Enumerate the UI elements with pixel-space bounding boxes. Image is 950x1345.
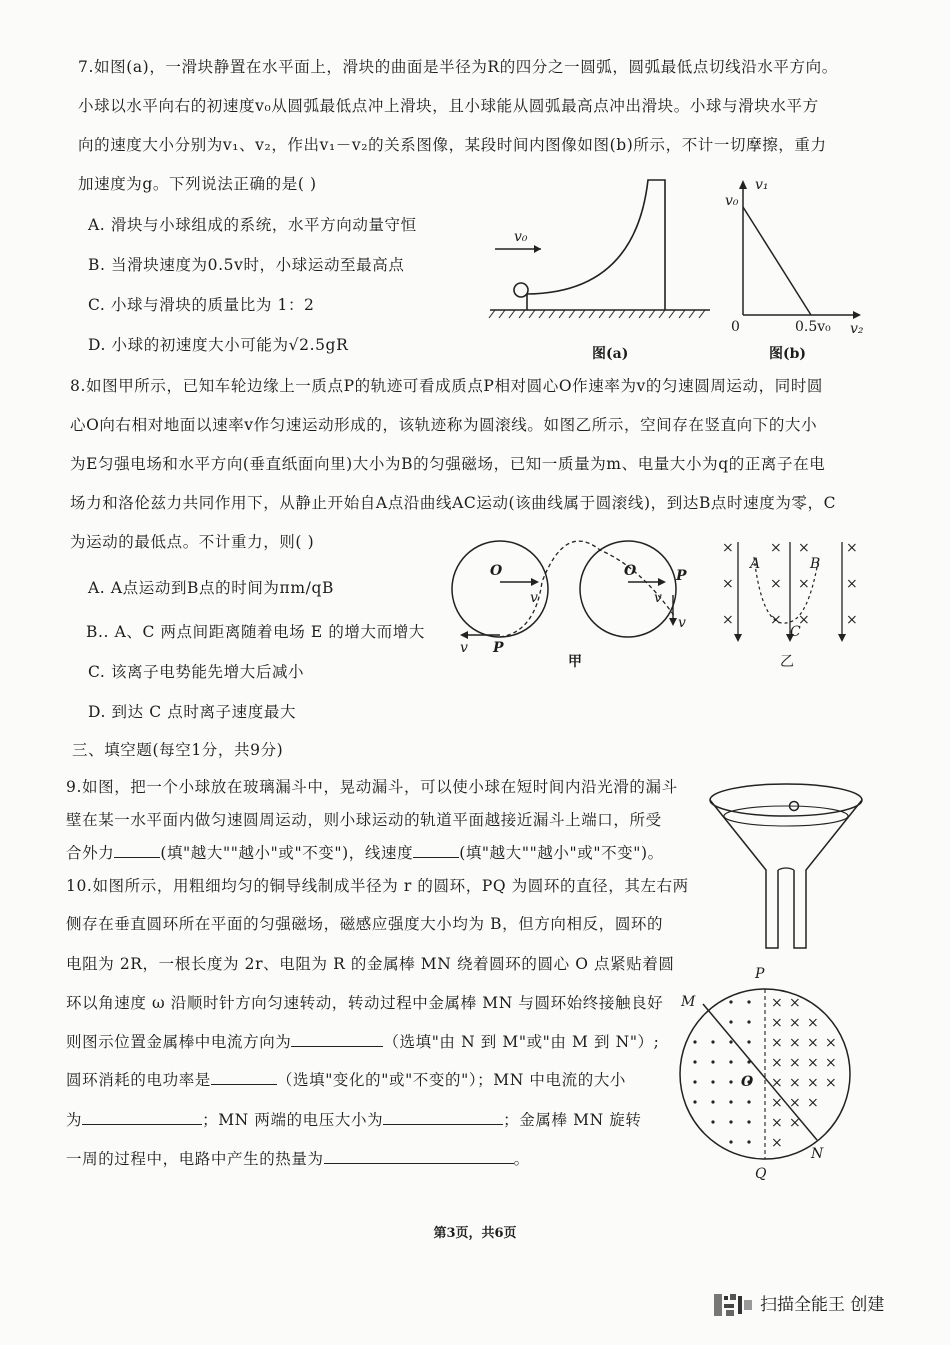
q7-option-c[interactable]: C. 小球与滑块的质量比为 1：2	[88, 296, 315, 314]
q10-line-5	[66, 1032, 659, 1052]
q10-line-7	[66, 1110, 641, 1130]
fig-a-v0-label: v₀	[514, 229, 528, 245]
q10-blank-4[interactable]	[383, 1110, 503, 1125]
q7-option-d[interactable]: D. 小球的初速度大小可能为√2.5gR	[88, 336, 349, 354]
svg-text:×: ×	[846, 576, 858, 592]
q10-line-2: 侧存在垂直圆环所在平面的匀强磁场，磁感应强度大小均为 B，但方向相反，圆环的	[66, 915, 664, 933]
svg-text:×: ×	[770, 612, 782, 628]
svg-text:×: ×	[771, 1115, 783, 1131]
fig-b-v2-label: v₂	[850, 321, 864, 337]
q7-line-3: 向的速度大小分别为v₁、v₂，作出v₁－v₂的关系图像，某段时间内图像如图(b)所示，不计一切摩擦，重力	[78, 136, 827, 154]
scanner-logo-icon	[712, 1292, 754, 1318]
q7-line-1: 7.如图(a)，一滑块静置在水平面上，滑块的曲面是半径为R的四分之一圆弧，圆弧最低点切线沿水平方向。	[78, 58, 838, 76]
svg-text:×: ×	[770, 540, 782, 556]
q10-text-8b: 。	[513, 1150, 530, 1168]
ball	[514, 283, 528, 297]
ring-p: P	[755, 966, 765, 982]
jia-p1: P	[493, 640, 504, 656]
q9-blank-1[interactable]	[114, 843, 160, 858]
svg-text:×: ×	[789, 1035, 801, 1051]
field-crosses	[771, 995, 837, 1151]
q10-line-6	[66, 1070, 626, 1090]
q10-line-4: 环以角速度 ω 沿顺时针方向匀速转动，转动过程中金属棒 MN 与圆环始终接触良好	[66, 994, 664, 1012]
q10-line-8	[66, 1149, 530, 1169]
svg-text:×: ×	[722, 540, 734, 556]
yi-c: C	[790, 624, 801, 640]
fig-b-half-v0: 0.5v₀	[795, 319, 831, 335]
fig-a-caption: 图(a)	[592, 346, 629, 362]
jia-v1b: v	[460, 640, 468, 656]
ring-q: Q	[755, 1166, 767, 1182]
svg-text:×: ×	[807, 1015, 819, 1031]
svg-text:×: ×	[825, 1055, 837, 1071]
ground-hatch	[489, 310, 705, 318]
svg-text:×: ×	[771, 1135, 783, 1151]
q8-option-b[interactable]: B.. A、C 两点间距离随着电场 E 的增大而增大	[86, 623, 425, 641]
q10-line-3: 电阻为 2R，一根长度为 2r、电阻为 R 的金属棒 MN 绕着圆环的圆心 O 点紧贴着圆	[66, 955, 675, 973]
slider-block	[527, 180, 665, 310]
q7-figure-a	[485, 175, 715, 365]
q9-funnel-figure	[702, 770, 872, 960]
svg-text:×: ×	[771, 995, 783, 1011]
svg-text:×: ×	[825, 1035, 837, 1051]
jia-o2: O	[624, 563, 637, 579]
scanner-text: 扫描全能王 创建	[760, 1295, 885, 1315]
q8-line-3: 为E匀强电场和水平方向(垂直纸面向里)大小为B的匀强磁场，已知一质量为m、电量大小为q的正离子在电	[70, 455, 826, 473]
q9-line-1: 9.如图，把一个小球放在玻璃漏斗中，晃动漏斗，可以使小球在短时间内沿光滑的漏斗	[66, 778, 678, 796]
svg-text:×: ×	[771, 1035, 783, 1051]
q9-text-c: (填"越大""越小"或"不变")。	[459, 844, 664, 862]
jia-o1: O	[490, 563, 503, 579]
svg-text:×: ×	[798, 612, 810, 628]
q9-line-2: 壁在某一水平面内做匀速圆周运动，则小球运动的轨道平面越接近漏斗上端口，所受	[66, 811, 662, 829]
svg-text:×: ×	[807, 1095, 819, 1111]
svg-text:×: ×	[770, 576, 782, 592]
svg-text:×: ×	[789, 1055, 801, 1071]
svg-text:×: ×	[789, 1015, 801, 1031]
svg-text:×: ×	[825, 1075, 837, 1091]
jia-v1: v	[530, 590, 538, 606]
section-3-title: 三、填空题(每空1分，共9分)	[72, 741, 284, 759]
q10-blank-5[interactable]	[324, 1149, 514, 1164]
cycloid-path	[500, 541, 675, 637]
svg-text:×: ×	[771, 1015, 783, 1031]
q7-line-2: 小球以水平向右的初速度v₀从圆弧最低点冲上滑块，且小球能从圆弧最高点冲出滑块。小球与滑块水平方	[78, 97, 819, 115]
svg-text:×: ×	[789, 1095, 801, 1111]
q10-blank-2[interactable]	[211, 1070, 277, 1085]
page-footer: 第3页，共6页	[433, 1226, 517, 1241]
q10-text-7c: ；金属棒 MN 旋转	[503, 1111, 642, 1129]
svg-text:×: ×	[789, 995, 801, 1011]
wheel-2	[580, 541, 676, 637]
q8-option-a[interactable]: A. A点运动到B点的时间为πm/qB	[88, 579, 334, 597]
svg-text:×: ×	[789, 1075, 801, 1091]
jia-v2: v	[654, 590, 662, 606]
q10-blank-1[interactable]	[291, 1032, 383, 1047]
svg-text:×: ×	[789, 1115, 801, 1131]
q10-text-6b: （选填"变化的"或"不变的"）；MN 中电流的大小	[276, 1071, 627, 1089]
q10-line-1: 10.如图所示，用粗细均匀的铜导线制成半径为 r 的圆环，PQ 为圆环的直径，其左右两	[66, 877, 689, 895]
q7-option-b[interactable]: B. 当滑块速度为0.5v时，小球运动至最高点	[88, 256, 405, 274]
jia-p2: P	[676, 568, 687, 584]
svg-text:×: ×	[771, 1095, 783, 1111]
q8-figure-jia	[440, 532, 715, 672]
field-dots	[693, 1000, 750, 1143]
q8-line-4: 场力和洛伦兹力共同作用下，从静止开始自A点沿曲线AC运动(该曲线属于圆滚线)，到达B点时速度为零，C	[70, 494, 837, 512]
jia-caption: 甲	[568, 654, 582, 670]
fig-b-v0-label: v₀	[725, 193, 739, 209]
jia-v2b: v	[678, 615, 686, 631]
q7-line-4: 加速度为g。下列说法正确的是( )	[78, 175, 317, 193]
q9-blank-2[interactable]	[413, 843, 459, 858]
q9-line-3	[66, 843, 664, 863]
q10-text-7b: ；MN 两端的电压大小为	[202, 1111, 384, 1129]
svg-text:×: ×	[846, 612, 858, 628]
q8-option-c[interactable]: C. 该离子电势能先增大后减小	[88, 663, 305, 681]
q8-line-1: 8.如图甲所示，已知车轮边缘上一质点P的轨迹可看成质点P相对圆心O作速率为v的匀速圆周运动，同时圆	[70, 377, 824, 395]
q10-ring-figure	[675, 962, 855, 1182]
q9-text-b: (填"越大""越小"或"不变")，线速度	[160, 844, 414, 862]
ring-m: M	[681, 994, 696, 1010]
q10-text-8a: 一周的过程中，电路中产生的热量为	[66, 1150, 324, 1168]
svg-text:×: ×	[771, 1075, 783, 1091]
q8-line-5: 为运动的最低点。不计重力，则( )	[70, 533, 315, 551]
q7-figure-b	[725, 175, 870, 365]
svg-text:×: ×	[722, 612, 734, 628]
svg-text:×: ×	[771, 1055, 783, 1071]
yi-b: B	[810, 556, 821, 572]
svg-text:×: ×	[722, 576, 734, 592]
svg-text:×: ×	[807, 1055, 819, 1071]
ring-o: O	[741, 1074, 754, 1090]
q10-text-5b: （选填"由 N 到 M"或"由 M 到 N"）;	[383, 1033, 660, 1051]
ring-n: N	[811, 1146, 824, 1162]
svg-text:×: ×	[798, 576, 810, 592]
yi-a: A	[750, 556, 761, 572]
fig-b-caption: 图(b)	[769, 346, 807, 362]
yi-caption: 乙	[780, 654, 794, 670]
q7-option-a[interactable]: A. 滑块与小球组成的系统，水平方向动量守恒	[88, 216, 417, 234]
svg-text:×: ×	[798, 540, 810, 556]
graph-line	[743, 207, 811, 315]
q10-text-7a: 为	[66, 1111, 83, 1129]
q8-option-d[interactable]: D. 到达 C 点时离子速度最大	[88, 703, 297, 721]
q10-text-6a: 圆环消耗的电功率是	[66, 1071, 211, 1089]
q10-blank-3[interactable]	[82, 1110, 202, 1125]
fig-b-origin: 0	[731, 319, 740, 335]
fig-b-v1-label: v₁	[755, 177, 769, 193]
svg-text:×: ×	[807, 1035, 819, 1051]
q8-figure-yi	[718, 532, 868, 672]
svg-text:×: ×	[807, 1075, 819, 1091]
svg-text:×: ×	[846, 540, 858, 556]
q10-text-5a: 则图示位置金属棒中电流方向为	[66, 1033, 292, 1051]
q9-text-a: 合外力	[66, 844, 115, 862]
scanner-watermark	[712, 1290, 884, 1318]
q8-line-2: 心O向右相对地面以速率v作匀速运动形成的，该轨迹称为圆滚线。如图乙所示，空间存在竖直向下的大小	[70, 416, 818, 434]
wheel-1	[452, 541, 548, 637]
